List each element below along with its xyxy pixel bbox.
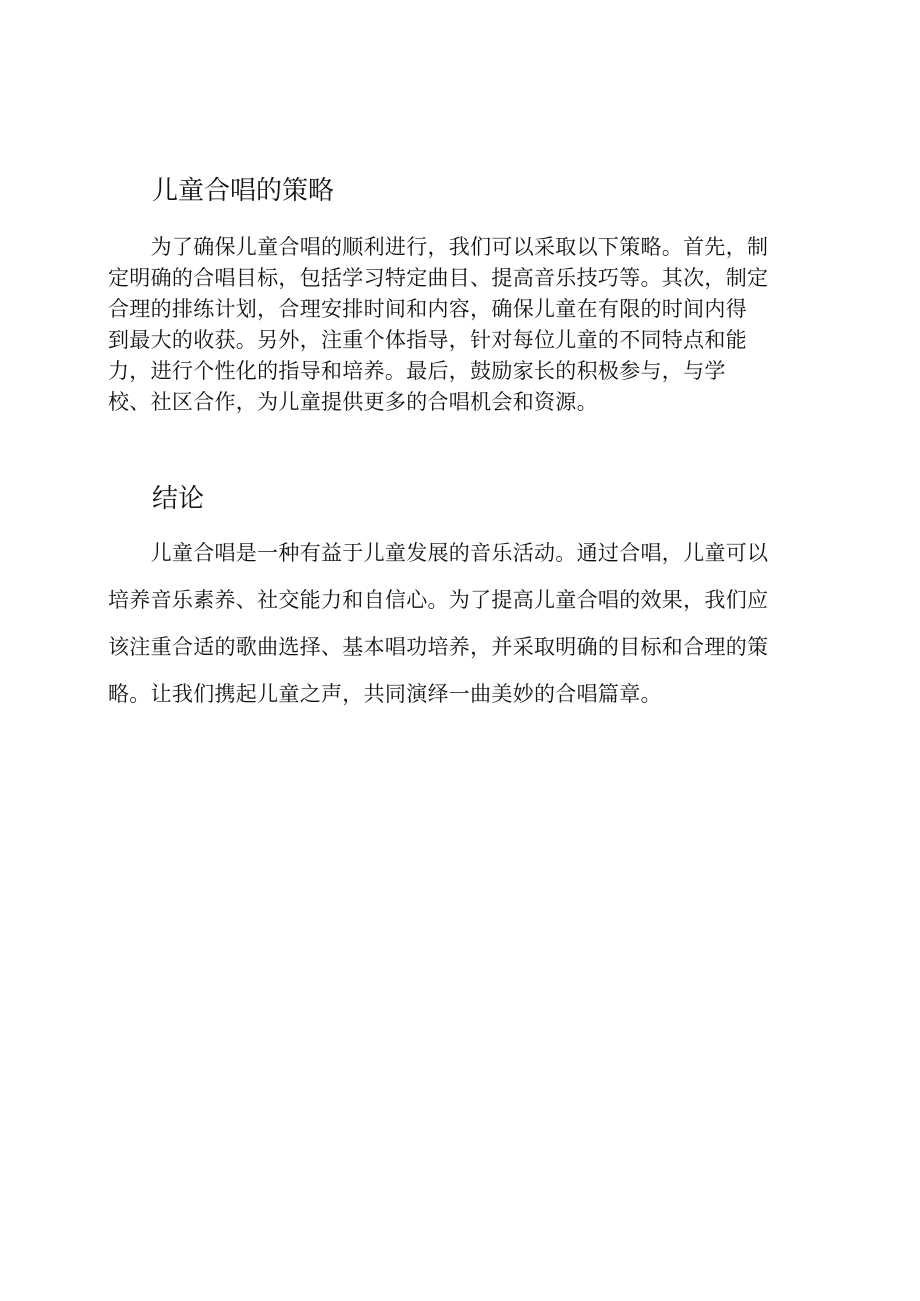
conclusion-paragraph	[108, 536, 828, 724]
paragraph-line: 培养音乐素养、社交能力和自信心。为了提高儿童合唱的效果，我们应	[108, 588, 769, 612]
paragraph-line: 为了确保儿童合唱的顺利进行，我们可以采取以下策略。首先，制	[108, 235, 769, 259]
section-heading-strategy: 儿童合唱的策略	[152, 176, 335, 206]
section-heading-conclusion: 结论	[152, 484, 205, 514]
paragraph-line: 力，进行个性化的指导和培养。最后，鼓励家长的积极参与，与学	[108, 359, 726, 383]
paragraph-line: 该注重合适的歌曲选择、基本唱功培养，并采取明确的目标和合理的策	[108, 635, 769, 659]
paragraph-line: 到最大的收获。另外，注重个体指导，针对每位儿童的不同特点和能	[108, 328, 747, 352]
paragraph-line: 儿童合唱是一种有益于儿童发展的音乐活动。通过合唱，儿童可以	[108, 541, 769, 565]
paragraph-line: 略。让我们携起儿童之声，共同演绎一曲美妙的合唱篇章。	[108, 682, 662, 706]
paragraph-line: 合理的排练计划，合理安排时间和内容，确保儿童在有限的时间内得	[108, 297, 747, 321]
strategy-paragraph	[108, 232, 828, 418]
paragraph-line: 校、社区合作，为儿童提供更多的合唱机会和资源。	[108, 390, 598, 414]
paragraph-line: 定明确的合唱目标，包括学习特定曲目、提高音乐技巧等。其次，制定	[108, 266, 769, 290]
